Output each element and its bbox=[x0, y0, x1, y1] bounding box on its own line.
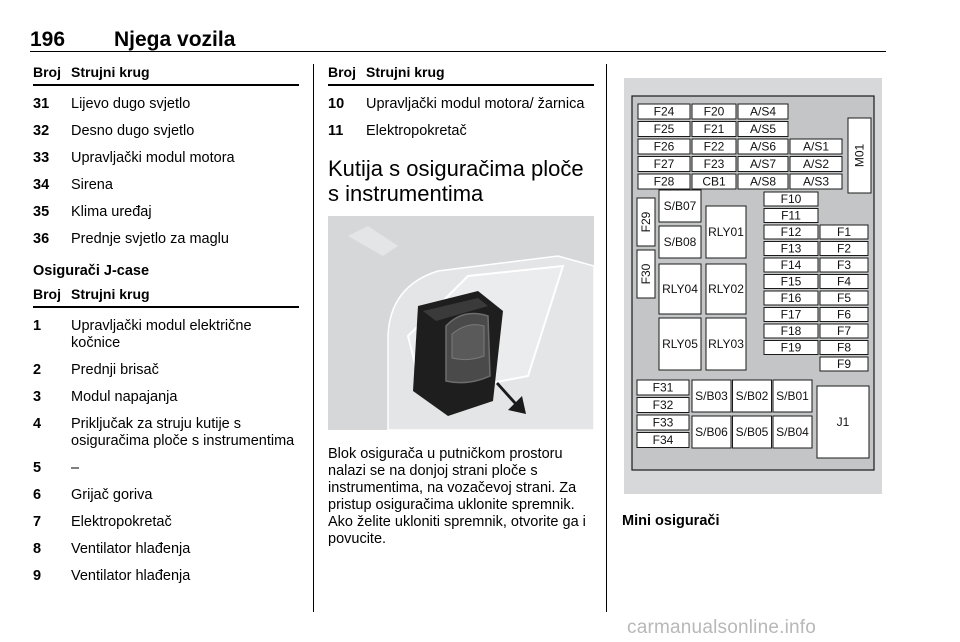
chapter-title: Njega vozila bbox=[114, 28, 236, 51]
fuse-label: A/S8 bbox=[749, 174, 777, 189]
row-text: Elektropokretač bbox=[366, 123, 467, 139]
fuse-label: S/B01 bbox=[776, 389, 809, 403]
row-text: Prednji brisač bbox=[71, 362, 159, 378]
fuse-label: F5 bbox=[836, 291, 852, 305]
fuse-label: F18 bbox=[780, 324, 802, 338]
fuse-label: F34 bbox=[652, 433, 674, 447]
row-text: Ventilator hlađenja bbox=[71, 568, 191, 584]
fuse-label: F1 bbox=[836, 225, 852, 239]
fuse-label: A/S3 bbox=[802, 174, 830, 189]
row-number: 5 bbox=[33, 460, 42, 476]
table-row bbox=[33, 389, 299, 406]
header-number: Broj bbox=[328, 64, 356, 80]
row-text: Upravljački modul električne kočnice bbox=[71, 318, 252, 351]
table-body bbox=[328, 96, 594, 140]
fuse-label: F30 bbox=[639, 263, 653, 285]
table-body bbox=[33, 318, 299, 585]
fuse-label: RLY02 bbox=[708, 282, 744, 296]
fuse-label: F21 bbox=[703, 122, 725, 136]
fuse-label: F22 bbox=[703, 139, 725, 154]
table-row bbox=[33, 177, 299, 194]
fuse-label: S/B07 bbox=[663, 199, 697, 213]
row-number: 1 bbox=[33, 318, 42, 334]
header-number: Broj bbox=[33, 64, 61, 80]
row-text: – bbox=[71, 460, 80, 476]
row-text: Elektropokretač bbox=[71, 514, 172, 530]
row-number: 36 bbox=[33, 231, 50, 247]
fuse-label: F29 bbox=[639, 211, 653, 233]
row-text: Upravljački modul motora bbox=[71, 150, 235, 166]
fuse-label: F16 bbox=[780, 291, 802, 305]
fuse-label: CB1 bbox=[702, 174, 726, 189]
row-text: Sirena bbox=[71, 177, 113, 193]
fuse-label: F8 bbox=[836, 340, 852, 355]
fuse-label: F9 bbox=[836, 357, 852, 371]
fuse-label: A/S5 bbox=[749, 122, 777, 136]
row-number: 3 bbox=[33, 389, 42, 405]
fuse-label: A/S7 bbox=[749, 157, 777, 171]
fuse-label: F6 bbox=[836, 307, 852, 322]
fuse-label: F13 bbox=[780, 241, 802, 256]
fuse-label: A/S4 bbox=[749, 104, 777, 119]
fuse-label: M01 bbox=[852, 143, 867, 168]
table-row bbox=[33, 96, 299, 113]
row-number: 8 bbox=[33, 541, 42, 557]
fuse-label: J1 bbox=[836, 415, 850, 429]
row-number: 10 bbox=[328, 96, 345, 112]
fuse-label: F33 bbox=[652, 415, 674, 430]
fuse-label: S/B03 bbox=[695, 389, 728, 403]
row-number: 7 bbox=[33, 514, 42, 530]
fuse-label: RLY05 bbox=[662, 337, 698, 351]
fuse-cover-drawing bbox=[328, 216, 594, 430]
table-row bbox=[33, 460, 299, 477]
row-text: Lijevo dugo svjetlo bbox=[71, 96, 191, 112]
fuse-label: F11 bbox=[781, 208, 801, 223]
fuse-label: F31 bbox=[652, 380, 674, 395]
table-row bbox=[328, 96, 594, 113]
fuse-label: F17 bbox=[780, 307, 802, 322]
page-number: 196 bbox=[30, 28, 66, 51]
fuse-label: S/B02 bbox=[735, 389, 769, 403]
table-row bbox=[33, 416, 299, 450]
table-row bbox=[33, 541, 299, 558]
fuse-box-svg bbox=[624, 78, 882, 494]
column-left bbox=[33, 64, 299, 585]
row-number: 34 bbox=[33, 177, 50, 193]
table-row bbox=[328, 123, 594, 140]
table-row bbox=[33, 487, 299, 504]
row-number: 35 bbox=[33, 204, 50, 220]
column-divider bbox=[313, 64, 314, 612]
row-text: Prednje svjetlo za maglu bbox=[71, 231, 229, 247]
fuse-label: A/S1 bbox=[802, 139, 830, 154]
fuse-label: A/S6 bbox=[749, 139, 777, 154]
table-row bbox=[33, 204, 299, 221]
fuse-label: F27 bbox=[653, 157, 675, 171]
row-number: 11 bbox=[328, 123, 344, 139]
fuse-label: F3 bbox=[836, 258, 852, 272]
row-number: 2 bbox=[33, 362, 42, 378]
fuse-label: S/B05 bbox=[735, 425, 769, 439]
fuse-label: F28 bbox=[653, 174, 675, 189]
row-number: 6 bbox=[33, 487, 42, 503]
fuse-cover-illustration bbox=[328, 216, 594, 430]
row-text: Modul napajanja bbox=[71, 389, 178, 405]
fuse-box-diagram bbox=[624, 78, 882, 494]
fuse-label: S/B06 bbox=[695, 425, 728, 439]
fuse-label: F15 bbox=[780, 274, 802, 289]
fuse-label: RLY04 bbox=[662, 282, 698, 296]
fuse-label: F23 bbox=[703, 157, 725, 171]
fuse-label: F26 bbox=[653, 139, 675, 154]
table-header bbox=[33, 286, 299, 308]
header-circuit: Strujni krug bbox=[71, 64, 150, 80]
row-text: Ventilator hlađenja bbox=[71, 541, 191, 557]
fuse-label: F2 bbox=[836, 241, 852, 256]
fuse-label: F12 bbox=[780, 225, 802, 239]
page-header bbox=[30, 28, 890, 52]
fuse-label: F14 bbox=[780, 258, 802, 272]
table-row bbox=[33, 318, 299, 352]
fuse-label: F25 bbox=[653, 122, 675, 136]
section-title: Kutija s osiguračima ploče s instrumentima bbox=[328, 156, 584, 206]
row-text: Desno dugo svjetlo bbox=[71, 123, 195, 139]
fuse-label: F32 bbox=[652, 398, 674, 412]
subheading-j-case: Osigurači J-case bbox=[33, 263, 150, 279]
row-number: 31 bbox=[33, 96, 50, 112]
table-row bbox=[33, 123, 299, 140]
fuse-label: RLY03 bbox=[708, 337, 744, 351]
watermark: carmanualsonline.info bbox=[627, 617, 817, 638]
row-text: Klima uređaj bbox=[71, 204, 152, 220]
header-circuit: Strujni krug bbox=[366, 64, 445, 80]
fuse-label: S/B04 bbox=[776, 425, 809, 439]
fuse-label: F10 bbox=[780, 192, 802, 206]
table-header bbox=[33, 64, 299, 86]
row-text: Grijač goriva bbox=[71, 487, 153, 503]
column-middle bbox=[328, 64, 594, 548]
fuse-label: RLY01 bbox=[708, 225, 744, 239]
row-number: 32 bbox=[33, 123, 50, 139]
fuse-label: F24 bbox=[653, 104, 675, 119]
fuse-label: S/B08 bbox=[663, 235, 697, 249]
header-rule bbox=[30, 51, 886, 52]
row-text: Upravljački modul motora/ žarnica bbox=[366, 96, 585, 112]
fuse-label: F20 bbox=[703, 104, 725, 119]
table-row bbox=[33, 231, 299, 248]
row-number: 4 bbox=[33, 416, 42, 432]
row-text: Priključak za struju kutije s osiguračima ploče s instrumentima bbox=[71, 416, 295, 449]
fuse-label: F7 bbox=[836, 324, 852, 338]
description-paragraph: Blok osigurača u putničkom prostoru nalazi se na donjoj strani ploče s instrumentima, na vozačevoj strani. Za pristup osiguračima uklonite spremnik. Ako želite ukloniti spremnik, otvorite ga i povucite. bbox=[328, 446, 586, 547]
table-row bbox=[33, 568, 299, 585]
fuse-label: F4 bbox=[836, 274, 852, 289]
table-header bbox=[328, 64, 594, 86]
table-row bbox=[33, 362, 299, 379]
fuse-label: A/S2 bbox=[802, 157, 830, 171]
table-row bbox=[33, 514, 299, 531]
table-row bbox=[33, 150, 299, 167]
fuse-label: F19 bbox=[780, 340, 802, 355]
column-divider bbox=[606, 64, 607, 612]
header-number: Broj bbox=[33, 286, 61, 302]
table-body bbox=[33, 96, 299, 248]
header-circuit: Strujni krug bbox=[71, 286, 150, 302]
mini-fuses-label: Mini osigurači bbox=[622, 513, 720, 529]
row-number: 33 bbox=[33, 150, 50, 166]
row-number: 9 bbox=[33, 568, 42, 584]
